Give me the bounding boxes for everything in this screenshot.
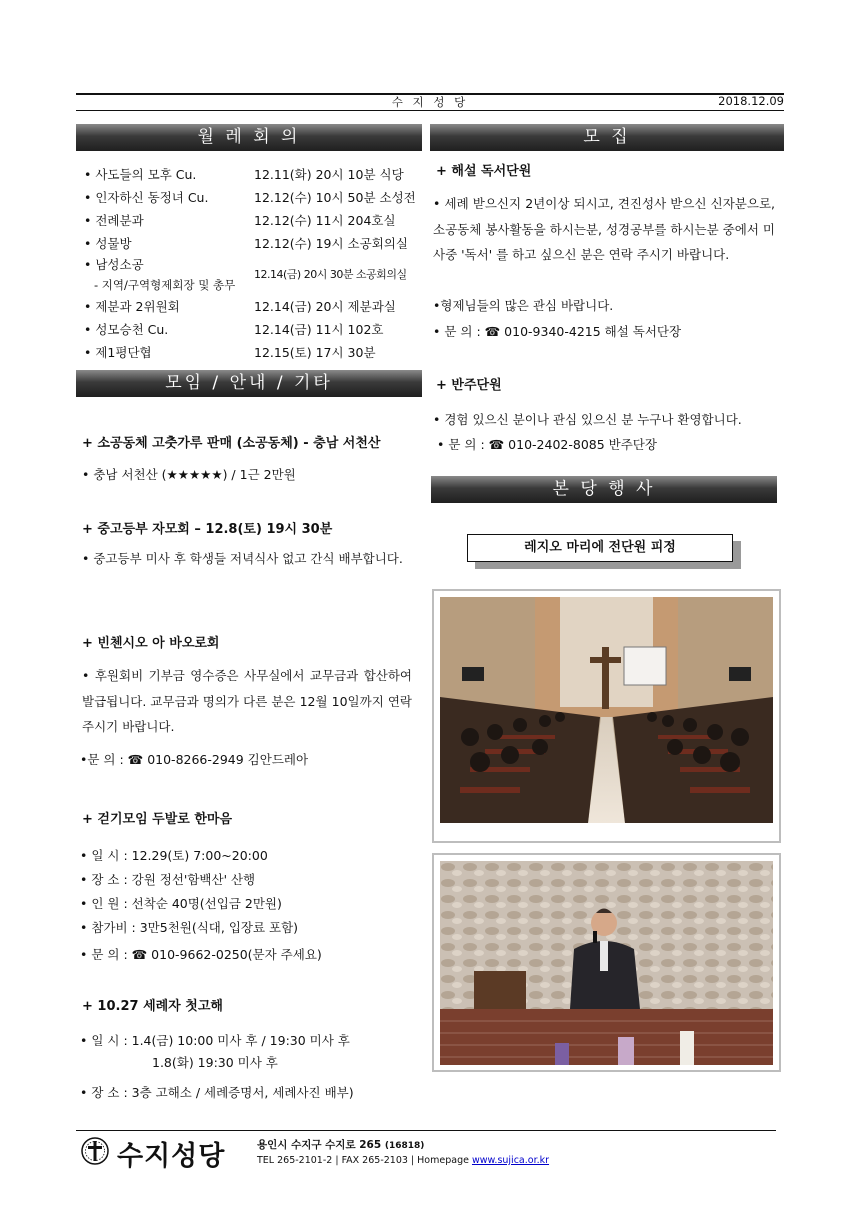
pepper-heading: + 소공동체 고춧가루 판매 (소공동체) - 충남 서천산 (82, 436, 381, 451)
events-banner: 본 당 행 사 (431, 476, 777, 503)
meeting-time: 12.14(금) 20시 30분 소공회의실 (254, 268, 407, 281)
accomp-heading: + 반주단원 (436, 378, 502, 393)
meeting-time: 12.12(수) 10시 50분 소성전 (254, 190, 416, 205)
confession-heading: + 10.27 세례자 첫고해 (82, 999, 223, 1014)
meeting-name: • 남성소공 (84, 257, 144, 272)
footer-phone-fax: TEL 265-2101-2 | FAX 265-2103 | Homepage (257, 1155, 469, 1166)
meeting-name: - 지역/구역형제회장 및 총무 (94, 278, 236, 292)
walk-item: • 인 원 : 선착순 40명(선입금 2만원) (80, 896, 282, 911)
church-interior-image (440, 597, 773, 823)
meeting-time: 12.12(수) 11시 204호실 (254, 213, 396, 228)
pepper-body: • 충남 서천산 (★★★★★) / 1근 2만원 (82, 467, 296, 482)
event-caption: 레지오 마리에 전단원 피정 (467, 534, 733, 562)
speaker-image (440, 861, 773, 1065)
meeting-time: 12.15(토) 17시 30분 (254, 345, 376, 360)
meeting-name: • 전례분과 (84, 213, 144, 228)
speaker-photo (440, 861, 773, 1065)
homepage-link[interactable]: www.sujica.or.kr (471, 1155, 550, 1166)
footer-rule (76, 1130, 776, 1131)
vincent-contact: •문 의 : ☎ 010-8266-2949 김안드레아 (80, 752, 309, 767)
meeting-name: • 성모승천 Cu. (84, 322, 169, 337)
confession-line: • 일 시 : 1.4(금) 10:00 미사 후 / 19:30 미사 후 (80, 1033, 350, 1048)
meeting-name: • 인자하신 동정녀 Cu. (84, 190, 209, 205)
walk-heading: + 걷기모임 두발로 한마음 (82, 812, 233, 827)
youth-heading: + 중고등부 자모회 – 12.8(토) 19시 30분 (82, 522, 333, 537)
meeting-time: 12.12(수) 19시 소공회의실 (254, 236, 408, 251)
confession-line: • 장 소 : 3층 고해소 / 세례증명서, 세례사진 배부) (80, 1085, 354, 1100)
reader-note: •형제님들의 많은 관심 바랍니다. (433, 298, 614, 313)
header-bottom-rule (76, 110, 784, 111)
walk-item: • 일 시 : 12.29(토) 7:00~20:00 (80, 848, 268, 863)
reader-body: • 세례 받으신지 2년이상 되시고, 견진성사 받으신 신자분으로, 소공동체 봉사활동을 하시는분, 성경공부를 하시는분 중에서 미사중 '독서' 를 하고 싶으신 분은 연락 주시기 바랍니다. (433, 196, 775, 262)
footer-address (257, 1137, 424, 1152)
footer-parish-name: 수지성당 (117, 1141, 226, 1172)
walk-item: • 참가비 : 3만5천원(식대, 입장료 포함) (80, 920, 299, 935)
walk-item: • 문 의 : ☎ 010-9662-0250(문자 주세요) (80, 947, 322, 962)
meeting-name: • 사도들의 모후 Cu. (84, 167, 197, 182)
meeting-time: 12.14(금) 11시 102호 (254, 322, 384, 337)
accomp-body: • 경험 있으신 분이나 관심 있으신 분 누구나 환영합니다. (433, 412, 742, 427)
footer-zip: (16818) (384, 1141, 425, 1151)
reader-contact: • 문 의 : ☎ 010-9340-4215 해설 독서단장 (433, 324, 682, 339)
meeting-name: • 성물방 (84, 236, 132, 251)
accomp-contact: • 문 의 : ☎ 010-2402-8085 반주단장 (437, 437, 657, 452)
meeting-time: 12.14(금) 20시 제분과실 (254, 299, 396, 314)
photo-frame-2 (432, 853, 781, 1072)
vincent-body: • 후원회비 기부금 영수증은 사무실에서 교무금과 합산하여 발급됩니다. 교무금과 명의가 다른 분은 12월 10일까지 연락주시기 바랍니다. (82, 668, 412, 734)
photo-frame-1 (432, 589, 781, 843)
meeting-name: • 제분과 2위원회 (84, 299, 180, 314)
monthly-meetings-banner: 월 레 회 의 (76, 124, 422, 151)
footer-address-text: 용인시 수지구 수지로 265 (257, 1139, 382, 1151)
youth-body: • 중고등부 미사 후 학생들 저녁식사 없고 간식 배부합니다. (82, 551, 403, 566)
vincent-heading: + 빈첸시오 아 바오로회 (82, 636, 220, 651)
header-title: 수 지 성 당 (391, 95, 469, 109)
footer-contact (257, 1155, 549, 1166)
meeting-name: • 제1평단협 (84, 345, 152, 360)
recruit-banner: 모 집 (430, 124, 784, 151)
misc-banner: 모임 / 안내 / 기타 (76, 370, 422, 397)
confession-line: 1.8(화) 19:30 미사 후 (152, 1055, 278, 1070)
reader-heading: + 해설 독서단원 (436, 164, 532, 179)
walk-item: • 장 소 : 강원 정선'함백산' 산행 (80, 872, 256, 887)
church-interior-photo (440, 597, 773, 823)
church-logo-icon (80, 1136, 110, 1166)
header-date: 2018.12.09 (718, 94, 784, 108)
meeting-time: 12.11(화) 20시 10분 식당 (254, 167, 404, 182)
